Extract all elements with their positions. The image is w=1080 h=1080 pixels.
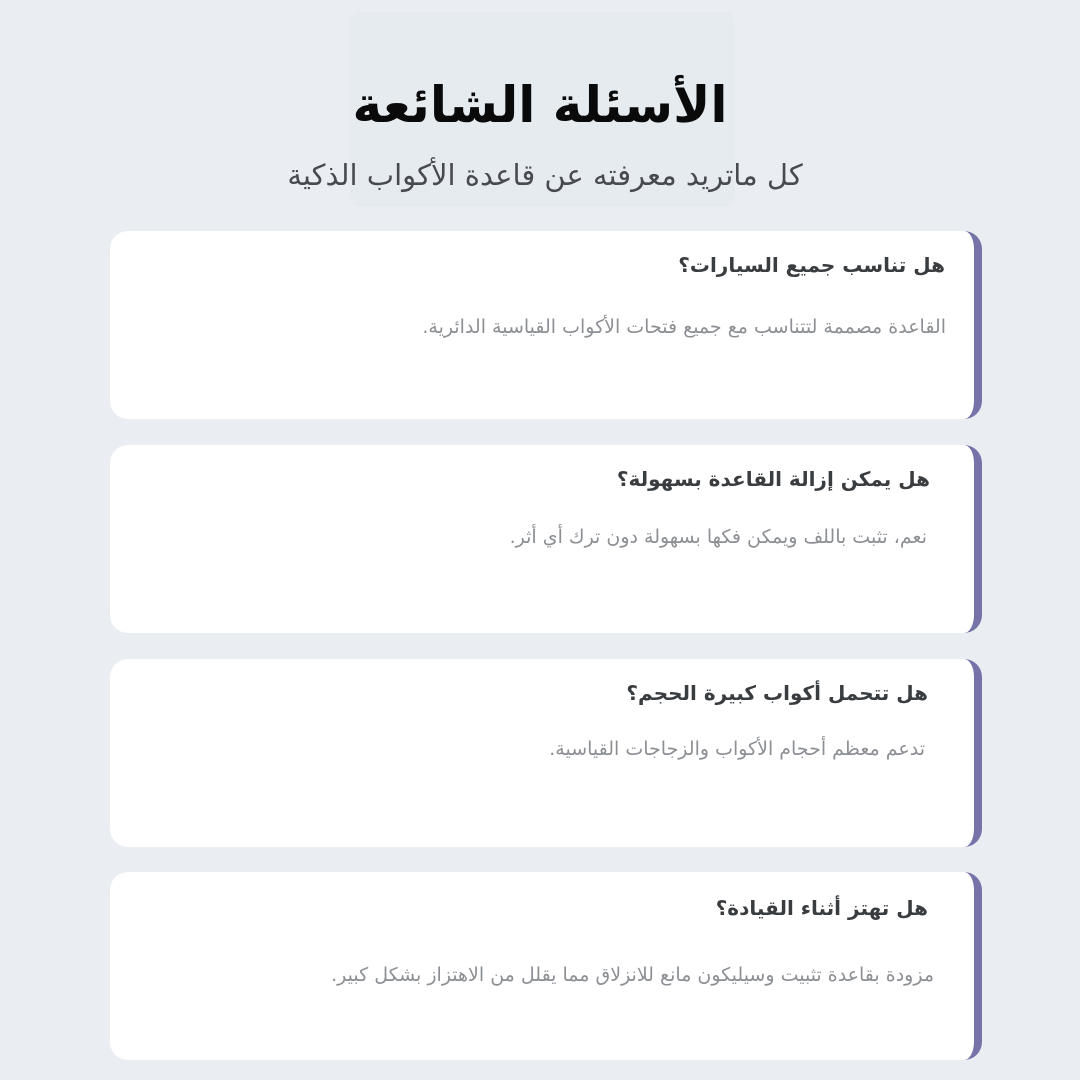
faq-answer: تدعم معظم أحجام الأكواب والزجاجات القياسية.: [549, 738, 925, 760]
page-subtitle: كل ماتريد معرفته عن قاعدة الأكواب الذكية: [287, 158, 803, 192]
faq-header: [0, 0, 1080, 215]
faq-question: هل تناسب جميع السيارات؟: [678, 253, 945, 277]
faq-answer: القاعدة مصممة لتتناسب مع جميع فتحات الأكواب القياسية الدائرية.: [422, 316, 946, 338]
faq-question: هل تتحمل أكواب كبيرة الحجم؟: [626, 681, 928, 705]
faq-question: هل يمكن إزالة القاعدة بسهولة؟: [616, 467, 930, 491]
faq-answer: مزودة بقاعدة تثبيت وسيليكون مانع للانزلاق مما يقلل من الاهتزاز بشكل كبير.: [331, 964, 934, 986]
faq-item[interactable]: [110, 659, 982, 847]
faq-item[interactable]: [110, 872, 982, 1060]
faq-answer: نعم، تثبت باللف ويمكن فكها بسهولة دون ترك أي أثر.: [509, 526, 927, 548]
faq-item[interactable]: [110, 231, 982, 419]
page-title: الأسئلة الشائعة: [352, 76, 728, 134]
faq-item[interactable]: [110, 445, 982, 633]
faq-question: هل تهتز أثناء القيادة؟: [715, 896, 928, 920]
